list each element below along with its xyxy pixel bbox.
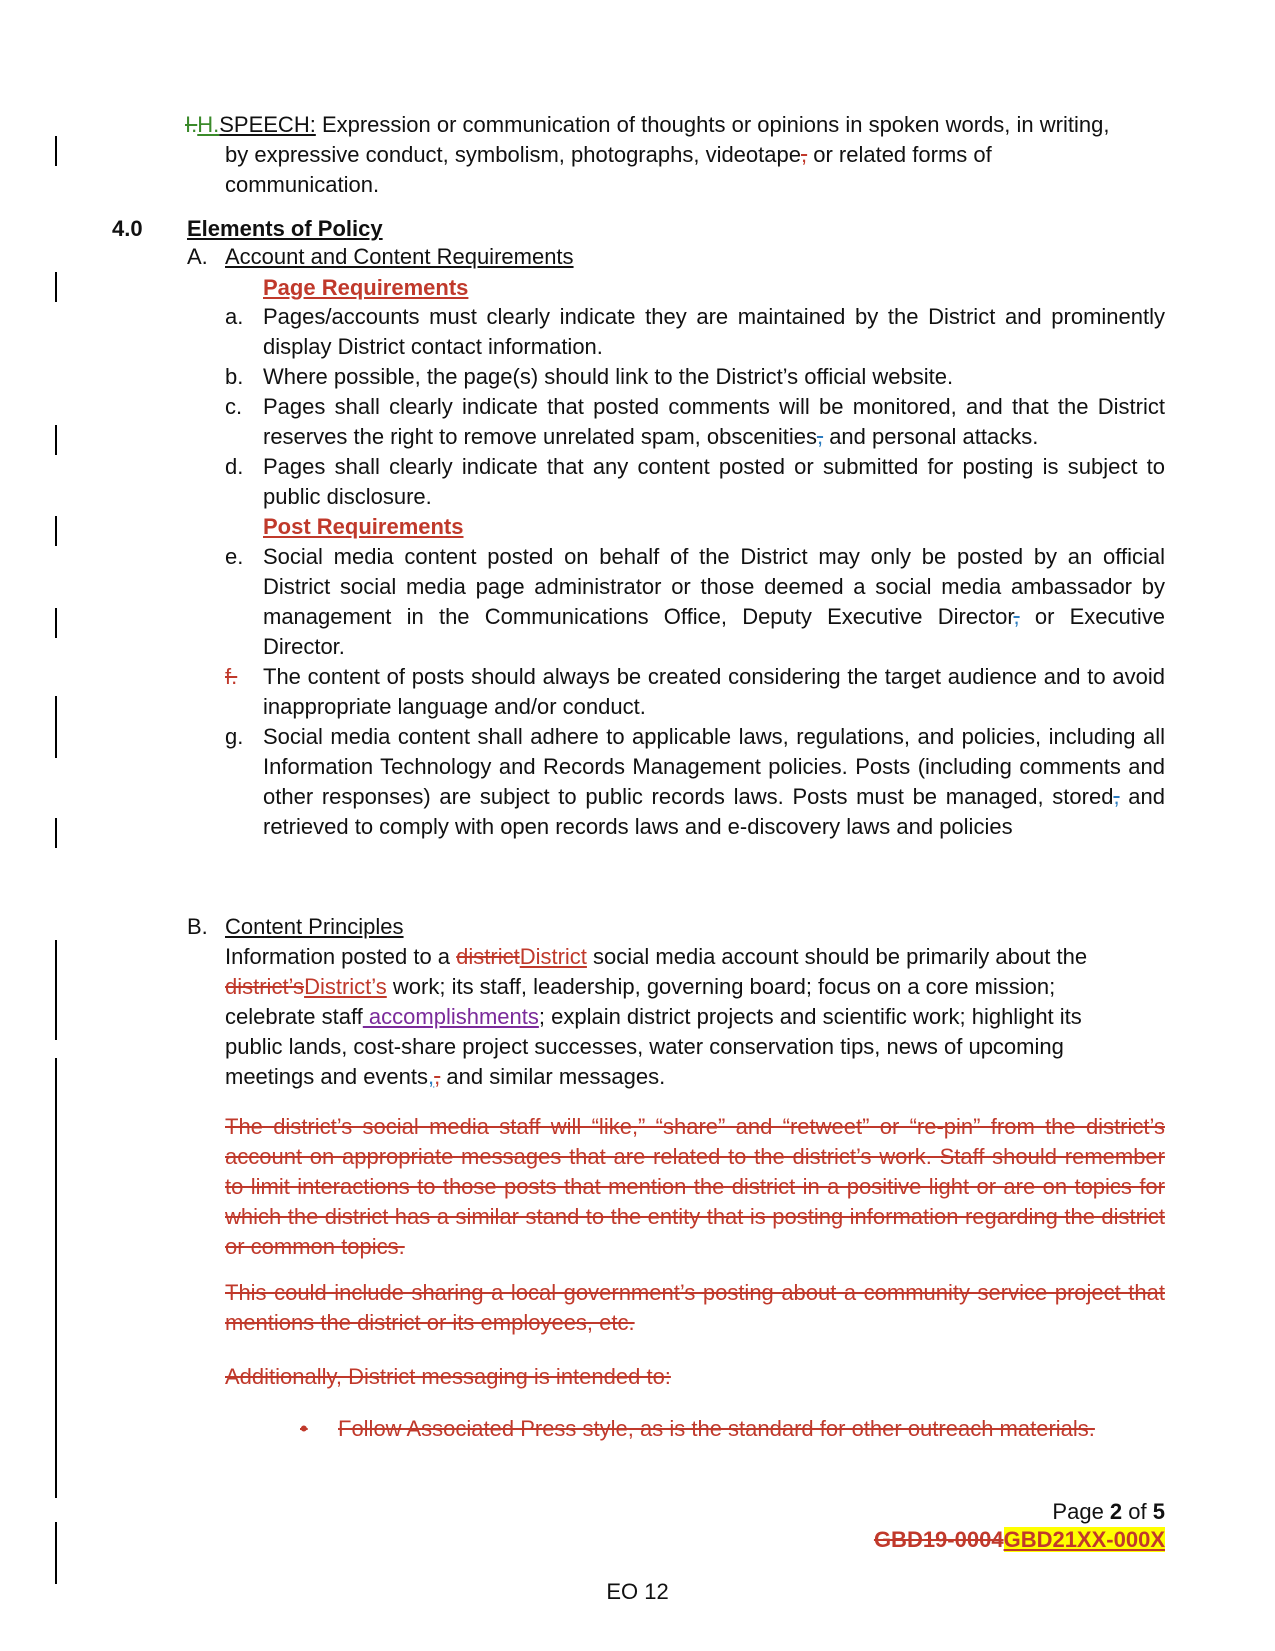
change-bar — [55, 136, 57, 166]
list-item-c: c. Pages shall clearly indicate that posted comments will be monitored, and that the District reserves the right to remove unrelated spam, obscenities, and personal attacks. — [225, 394, 1165, 449]
deleted-comma: , — [800, 142, 808, 167]
list-item-a: a. Pages/accounts must clearly indicate they are maintained by the District and prominently display District contact information. — [225, 304, 1165, 359]
subsection-a-title: Account and Content Requirements — [225, 244, 574, 269]
deleted-comma: , — [1013, 604, 1020, 629]
post-requirements-heading: Post Requirements — [263, 514, 464, 539]
list-item-b: b. Where possible, the page(s) should link to the District’s official website. — [225, 364, 954, 389]
change-bar — [55, 272, 57, 302]
change-bar — [55, 608, 57, 638]
speech-term: SPEECH: — [219, 112, 316, 137]
change-bar — [55, 696, 57, 758]
deleted-bullet-item: • Follow Associated Press style, as is the standard for other outreach materials. — [300, 1414, 1160, 1444]
subsection-a-label: A. — [187, 244, 208, 269]
page-requirements-heading: Page Requirements — [263, 275, 469, 300]
list-item-d: d. Pages shall clearly indicate that any content posted or submitted for posting is subject to public disclosure. — [225, 454, 1165, 509]
section-number: 4.0 — [112, 216, 143, 241]
speech-line-3: communication. — [225, 172, 380, 197]
deleted-label: I. — [185, 112, 198, 137]
deleted-comma: , — [1113, 784, 1120, 809]
deleted-label: f. — [225, 664, 238, 689]
section-title: Elements of Policy — [187, 216, 383, 241]
change-bar — [55, 818, 57, 848]
page-number: Page 2 of 5 — [1052, 1499, 1165, 1524]
change-bar — [55, 1058, 57, 1498]
change-bar — [55, 516, 57, 546]
list-item-e: e. Social media content posted on behalf of the District may only be posted by an official District social media page administrator or those deemed a social media ambassador by management in the Communications Office, Deputy Executive Director, or Executive Director. — [225, 544, 1165, 659]
inserted-word: accomplishments — [362, 1004, 539, 1029]
change-bar — [55, 425, 57, 455]
bullet-icon: • — [300, 1416, 308, 1441]
list-item-g: g. Social media content shall adhere to applicable laws, regulations, and policies, including all Information Technology and Records Management policies. Posts (including comments and other responses) are subject to public records laws. Posts must be managed, stored, and retrieved to comply with open records laws and e-discovery laws and policies — [225, 724, 1165, 839]
speech-definition — [185, 110, 1165, 200]
footer-eo: EO 12 — [606, 1579, 669, 1604]
content-principles-paragraph: Information posted to a districtDistrict social media account should be primarily about the district’sDistrict’s work; its staff, leadership, governing board; focus on a core mission; celebrate staff accomplishments; explain district projects and scientific work; highlight its public lands, cost-share project successes, water conservation tips, news of upcoming meetings and events,, and similar messages. — [225, 944, 1088, 1089]
deleted-paragraph-2: This could include sharing a local government’s posting about a community service project that mentions the district or its employees, etc. — [225, 1280, 1165, 1335]
speech-line-2: by expressive conduct, symbolism, photographs, videotape, or related forms of — [225, 142, 992, 167]
speech-line-1: I.H.SPEECH: Expression or communication of thoughts or opinions in spoken words, in writing, — [185, 112, 1110, 137]
deleted-comma: , — [816, 424, 824, 449]
subsection-b-label: B. — [187, 914, 208, 939]
deleted-paragraph-1: The district’s social media staff will “like,” “share” and “retweet” or “re-pin” from the district’s account on appropriate messages that are related to the district’s work. Staff should remember to limit interactions to those posts that mention the district in a positive light or are on topics for which the district has a similar stand to the entity that is posting information regarding the district or common topics. — [225, 1114, 1165, 1259]
list-item-f: f. The content of posts should always be created considering the target audience and to avoid inappropriate language and/or conduct. — [225, 664, 1165, 719]
inserted-document-code: GBD21XX-000X — [1003, 1527, 1165, 1552]
document-code — [874, 1525, 1165, 1555]
deleted-paragraph-3: Additionally, District messaging is intended to: — [225, 1364, 671, 1389]
change-bar — [55, 940, 57, 1040]
subsection-b-title: Content Principles — [225, 914, 404, 939]
deleted-document-code: GBD19-0004 — [873, 1527, 1004, 1552]
change-bar — [55, 1522, 57, 1584]
inserted-label: H. — [197, 112, 220, 137]
